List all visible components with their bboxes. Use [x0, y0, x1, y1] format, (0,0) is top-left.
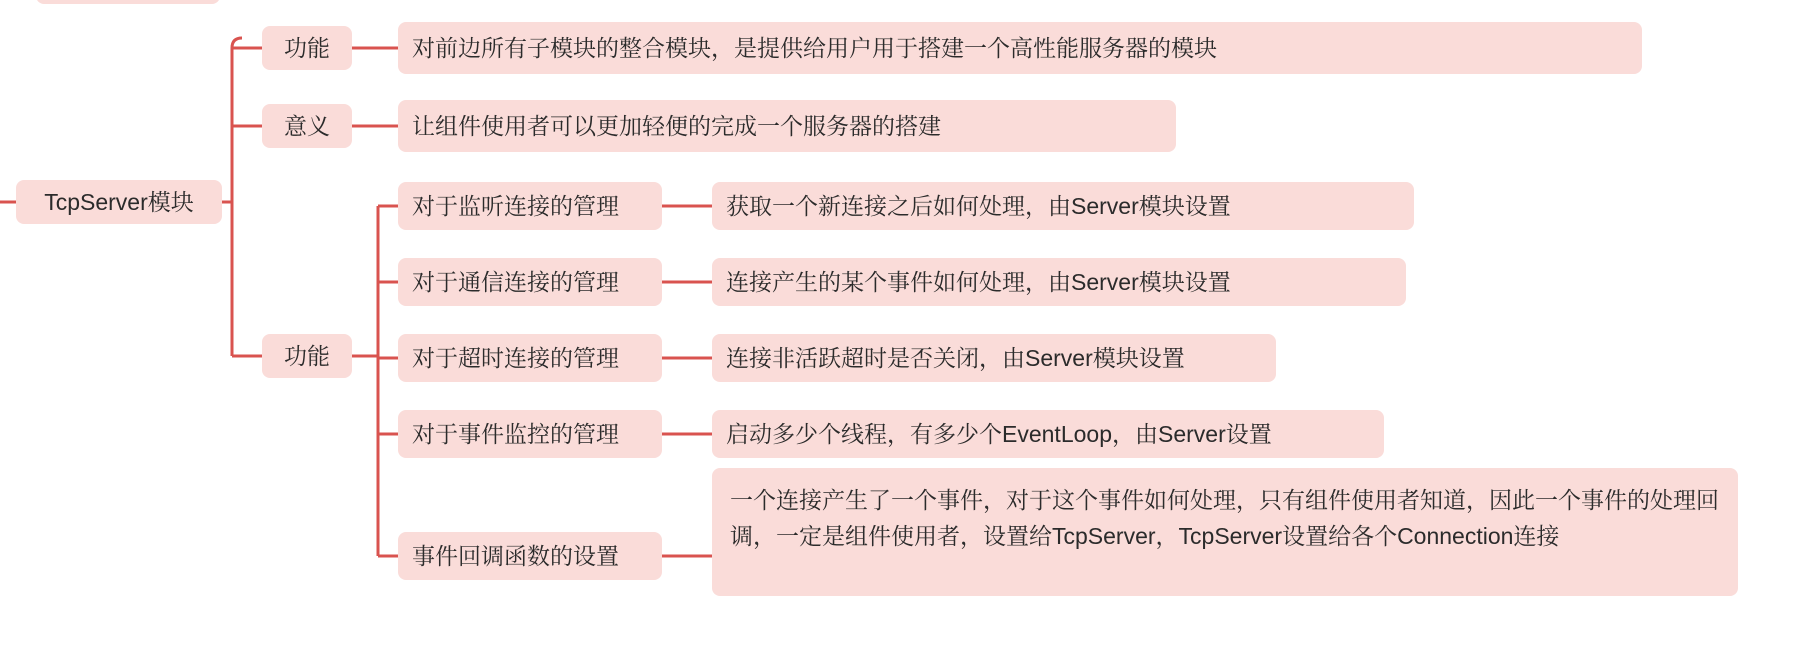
group-item-label-3[interactable]: 对于事件监控的管理: [398, 410, 662, 458]
group-item-detail-2[interactable]: 连接非活跃超时是否关闭，由Server模块设置: [712, 334, 1276, 382]
group-item-detail-4[interactable]: 一个连接产生了一个事件，对于这个事件如何处理，只有组件使用者知道，因此一个事件的处理回调，一定是组件使用者，设置给TcpServer，TcpServer设置给各个Connection连接: [712, 468, 1738, 596]
root-node[interactable]: TcpServer模块: [16, 180, 222, 224]
branch-node-yiyi[interactable]: 意义: [262, 104, 352, 148]
branch-detail-yiyi[interactable]: 让组件使用者可以更加轻便的完成一个服务器的搭建: [398, 100, 1176, 152]
group-item-label-2[interactable]: 对于超时连接的管理: [398, 334, 662, 382]
group-item-detail-3[interactable]: 启动多少个线程，有多少个EventLoop，由Server设置: [712, 410, 1384, 458]
partial-top-node: [36, 0, 220, 4]
branch-detail-gongneng[interactable]: 对前边所有子模块的整合模块，是提供给用户用于搭建一个高性能服务器的模块: [398, 22, 1642, 74]
group-item-label-1[interactable]: 对于通信连接的管理: [398, 258, 662, 306]
group-item-detail-0[interactable]: 获取一个新连接之后如何处理，由Server模块设置: [712, 182, 1414, 230]
group-item-label-0[interactable]: 对于监听连接的管理: [398, 182, 662, 230]
branch-node-gongneng-group[interactable]: 功能: [262, 334, 352, 378]
branch-node-gongneng[interactable]: 功能: [262, 26, 352, 70]
group-item-detail-1[interactable]: 连接产生的某个事件如何处理，由Server模块设置: [712, 258, 1406, 306]
group-item-label-4[interactable]: 事件回调函数的设置: [398, 532, 662, 580]
